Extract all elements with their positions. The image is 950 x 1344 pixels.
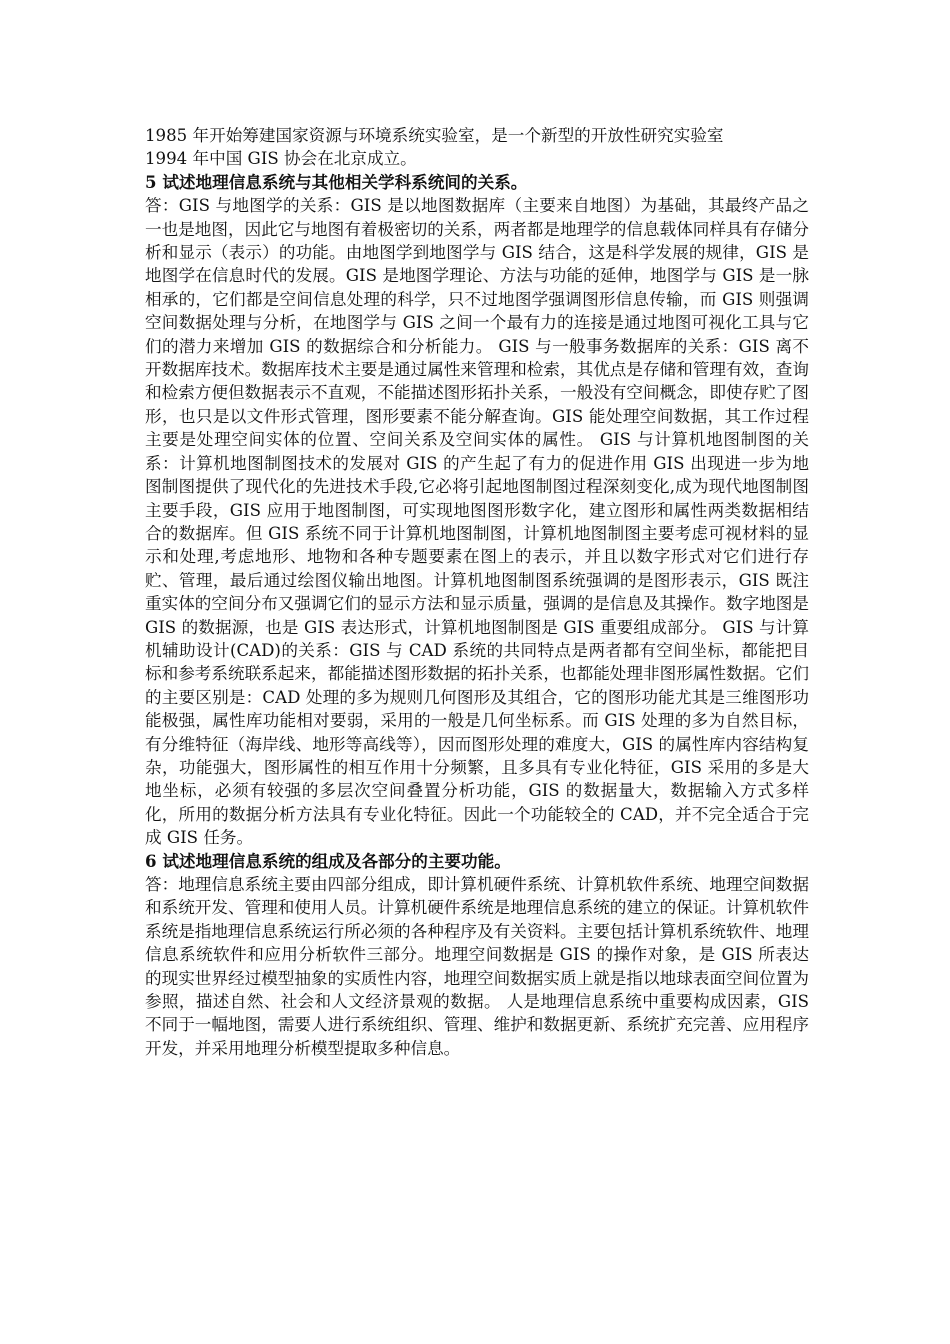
document-page <box>145 124 809 1060</box>
question-5-heading: 5 试述地理信息系统与其他相关学科系统间的关系。 <box>145 171 528 192</box>
question-5-answer: 答：GIS 与地图学的关系：GIS 是以地图数据库（主要来自地图）为基础，其最终产品之一也是地图，因此它与地图有着极密切的关系，两者都是地理学的信息载体同样具有存储分析和显示（表示）的功能。由地图学到地图学与 GIS 结合，这是科学发展的规律，GIS 是地图学在信息时代的发展。GIS 是地图学理论、方法与功能的延伸，地图学与 GIS 是一脉相承的，它们都是空间信息处理的科学，只不过地图学强调图形信息传输，而 GIS 则强调空间数据处理与分析，在地图学与 GIS 之间一个最有力的连接是通过地图可视化工具与它们的潜力来增加 GIS 的数据综合和分析能力。 GIS 与一般事务数据库的关系：GIS 离不开数据库技术。数据库技术主要是通过属性来管理和检索，其优点是存储和管理有效，查询和检索方便但数据表示不直观，不能描述图形拓扑关系，一般没有空间概念，即使存贮了图形，也只是以文件形式管理，图形要素不能分解查询。GIS 能处理空间数据，其工作过程主要是处理空间实体的位置、空间关系及空间实体的属性。 GIS 与计算机地图制图的关系：计算机地图制图技术的发展对 GIS 的产生起了有力的促进作用 GIS 出现进一步为地图制图提供了现代化的先进技术手段,它必将引起地图制图过程深刻变化,成为现代地图制图主要手段，GIS 应用于地图制图，可实现地图图形数字化，建立图形和属性两类数据相结合的数据库。但 GIS 系统不同于计算机地图制图，计算机地图制图主要考虑可视材料的显示和处理,考虑地形、地物和各种专题要素在图上的表示，并且以数字形式对它们进行存贮、管理，最后通过绘图仪输出地图。计算机地图制图系统强调的是图形表示，GIS 既注重实体的空间分布又强调它们的显示方法和显示质量，强调的是信息及其操作。数字地图是 GIS 的数据源，也是 GIS 表达形式，计算机地图制图是 GIS 重要组成部分。 GIS 与计算机辅助设计(CAD)的关系：GIS 与 CAD 系统的共同特点是两者都有空间坐标，都能把目标和参考系统联系起来，都能描述图形数据的拓扑关系，也都能处理非图形属性数据。它们的主要区别是：CAD 处理的多为规则几何图形及其组合，它的图形功能尤其是三维图形功能极强，属性库功能相对要弱，采用的一般是几何坐标系。而 GIS 处理的多为自然目标，有分维特征（海岸线、地形等高线等），因而图形处理的难度大，GIS 的属性库内容结构复杂，功能强大，图形属性的相互作用十分频繁，且多具有专业化特征，GIS 采用的多是大地坐标，必须有较强的多层次空间叠置分析功能，GIS 的数据量大，数据输入方式多样化，所用的数据分析方法具有专业化特征。因此一个功能较全的 CAD，并不完全适合于完成 GIS 任务。 <box>145 196 809 848</box>
intro-line-1: 1985 年开始筹建国家资源与环境系统实验室，是一个新型的开放性研究实验室 <box>145 126 724 145</box>
question-6-heading: 6 试述地理信息系统的组成及各部分的主要功能。 <box>145 850 511 871</box>
question-6-answer: 答：地理信息系统主要由四部分组成，即计算机硬件系统、计算机软件系统、地理空间数据和系统开发、管理和使用人员。计算机硬件系统是地理信息系统的建立的保证。计算机软件系统是指地理信息系统运行所必须的各种程序及有关资料。主要包括计算机系统软件、地理信息系统软件和应用分析软件三部分。地理空间数据是 GIS 的操作对象，是 GIS 所表达的现实世界经过模型抽象的实质性内容，地理空间数据实质上就是指以地球表面空间位置为参照，描述自然、社会和人文经济景观的数据。 人是地理信息系统中重要构成因素，GIS 不同于一幅地图，需要人进行系统组织、管理、维护和数据更新、系统扩充完善、应用程序开发，并采用地理分析模型提取多种信息。 <box>145 875 809 1058</box>
intro-line-2: 1994 年中国 GIS 协会在北京成立。 <box>145 149 417 169</box>
